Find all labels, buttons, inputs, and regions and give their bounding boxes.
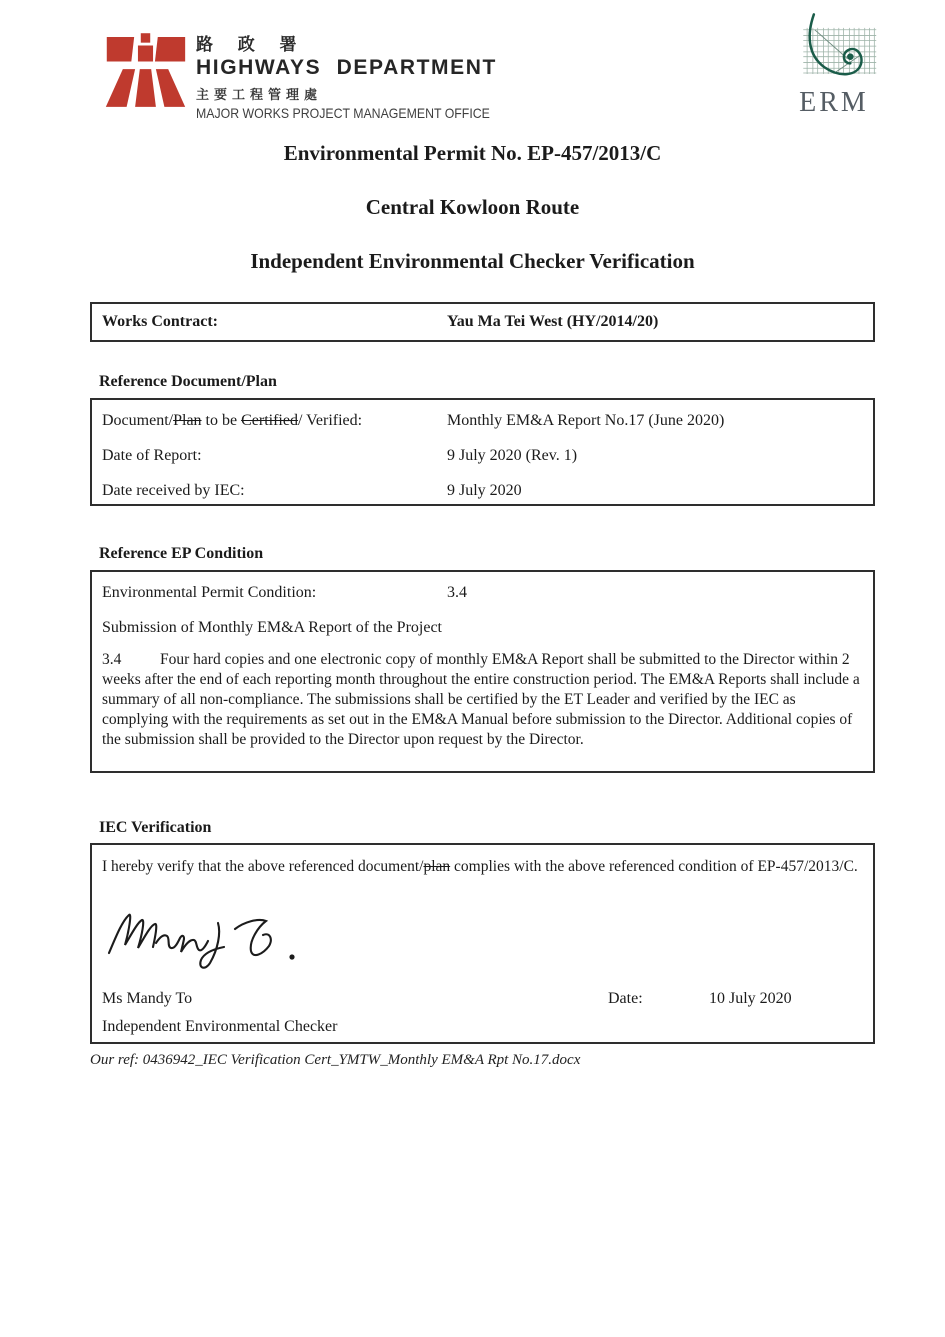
department-name-block (196, 30, 530, 121)
office-name-english: MAJOR WORKS PROJECT MANAGEMENT OFFICE (196, 105, 490, 121)
reference-document-box (90, 398, 875, 506)
struck-word-plan2: plan (423, 858, 451, 875)
reference-ep-condition-heading: Reference EP Condition (99, 545, 264, 562)
clause-number: 3.4 (102, 651, 122, 668)
ep-condition-label: Environmental Permit Condition: (102, 584, 317, 601)
erm-logo-block (786, 12, 882, 119)
ep-condition-clause (102, 650, 862, 750)
iec-verification-heading: IEC Verification (99, 819, 212, 836)
ep-condition-value: 3.4 (447, 584, 467, 601)
date-of-report-value: 9 July 2020 (Rev. 1) (447, 447, 578, 464)
clause-text: Four hard copies and one electronic copy of monthly EM&A Report shall be submitted to the Director within 2 weeks after the end of each reporting month throughout the entire construction period. The EM&A Reports shall include a summary of all non-compliance. The submissions shall be certified by the ET Leader and verified by the IEC as complying with the requirements as set out in the EM&A Manual before submission to the Director. Additional copies of the submission shall be provided to the Director upon request by the Director. (102, 651, 860, 748)
erm-logo-icon (786, 12, 882, 86)
date-received-value: 9 July 2020 (447, 482, 522, 499)
verification-statement: I hereby verify that the above referenced document/plan complies with the above referenced condition of EP-457/2013/C. (102, 858, 858, 875)
struck-word-plan: Plan (173, 412, 202, 429)
date-received-label: Date received by IEC: (102, 482, 245, 499)
struck-word-certified: Certified (241, 412, 298, 429)
our-ref-line: Our ref: 0436942_IEC Verification Cert_YMTW_Monthly EM&A Rpt No.17.docx (90, 1052, 581, 1068)
ep-condition-subject: Submission of Monthly EM&A Report of the Project (102, 619, 442, 636)
erm-wordmark: ERM (799, 87, 869, 118)
dept-name-chinese: 路 政 署 (196, 35, 307, 54)
works-contract-value: Yau Ma Tei West (HY/2014/20) (447, 313, 659, 330)
signatory-title: Independent Environmental Checker (102, 1018, 338, 1035)
date-value: 10 July 2020 (709, 990, 792, 1007)
date-of-report-label: Date of Report: (102, 447, 202, 464)
dept-name-english: HIGHWAYS DEPARTMENT (196, 56, 497, 79)
reference-document-heading: Reference Document/Plan (99, 373, 277, 390)
works-contract-box (90, 302, 875, 342)
signature-image (102, 901, 337, 979)
date-label: Date: (608, 990, 643, 1007)
signatory-name: Ms Mandy To (102, 990, 193, 1007)
office-name-chinese: 主要工程管理處 (196, 87, 323, 102)
document-to-be-verified-label: Document/Plan to be Certified/ Verified: (102, 412, 363, 429)
iec-verification-box (90, 843, 875, 1044)
document-to-be-verified-value: Monthly EM&A Report No.17 (June 2020) (447, 412, 725, 429)
reference-ep-condition-box (90, 570, 875, 773)
works-contract-label: Works Contract: (102, 313, 218, 330)
title-permit-number: Environmental Permit No. EP-457/2013/C (283, 141, 662, 165)
title-document-type: Independent Environmental Checker Verification (250, 249, 695, 273)
highways-department-logo-icon (103, 28, 188, 114)
title-project-name: Central Kowloon Route (365, 195, 580, 219)
